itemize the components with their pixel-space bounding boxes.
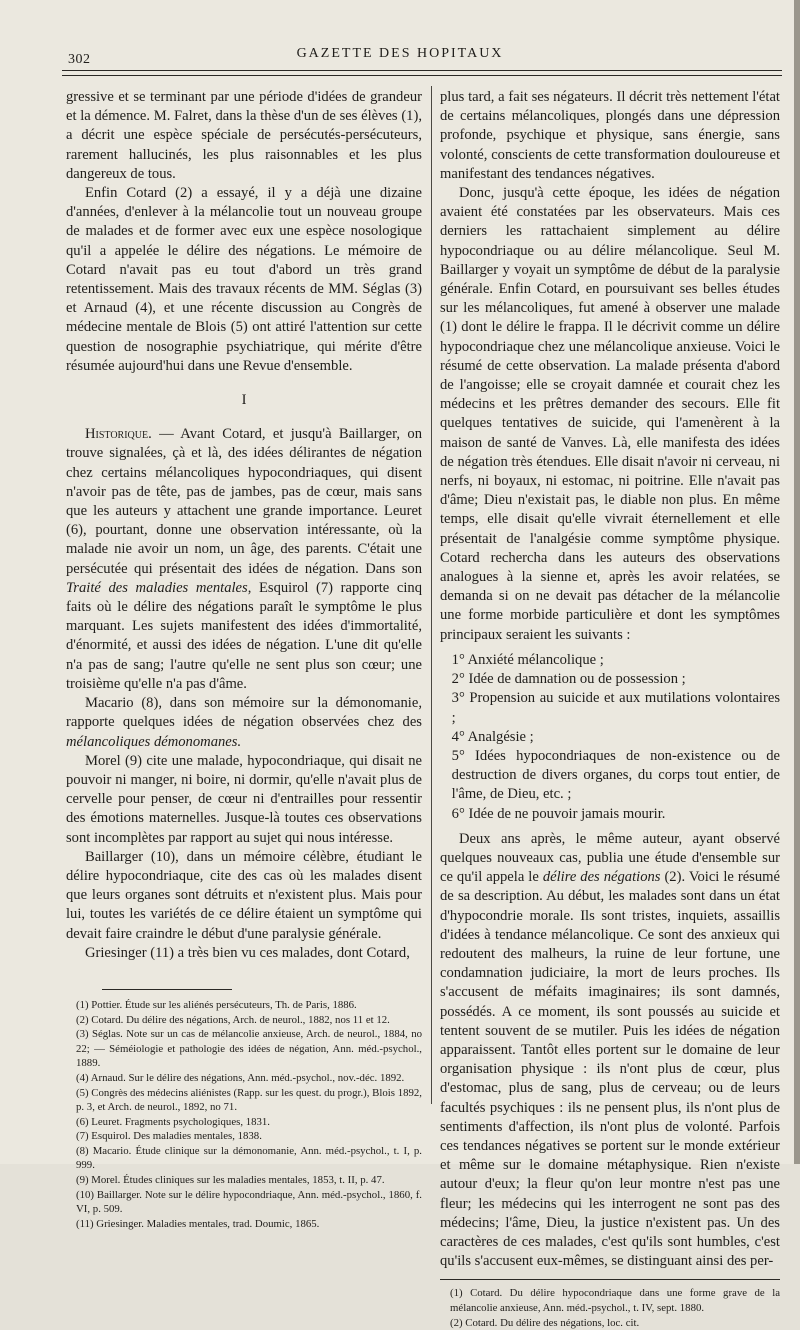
paragraph-historique	[66, 425, 422, 694]
list-item: 6° Idée de ne pouvoir jamais mourir.	[451, 805, 666, 822]
footnote-separator	[102, 989, 232, 990]
running-title: GAZETTE DES HOPITAUX	[296, 46, 504, 61]
footnote: (2) Cotard. Du délire des négations, loc. cit.	[450, 1316, 640, 1329]
page-number: 302	[68, 52, 91, 67]
footnote: (1) Cotard. Du délire hypocondriaque dans une forme grave de la mélancolie anxieuse, Ann. méd.-psychol., t. IV, sept. 1880.	[450, 1287, 780, 1314]
para3-italic: délire des négations	[542, 869, 661, 886]
footnote-separator-right	[440, 1279, 780, 1280]
paragraph-deux-ans	[440, 830, 780, 1272]
historique-text: — Avant Cotard, et jusqu'à Baillarger, on trouve signalées, çà et là, des idées délirantes de négation chez certains mélancoliques hypocondriaques, qui disent n'avoir pas de tête, pas de jambes, pas de cœur, mais sans que les auteurs y attachent une grande importance. Leuret (6), pourtant, donne une observation intéressante, où la malade nie avoir un nom, un âge, des parents. C'était une persécutée qui présentait des idées de négation. Dans son	[66, 426, 422, 577]
list-item: 3° Propension au suicide et aux mutilations volontaires ;	[451, 690, 780, 726]
footnote: (1) Pottier. Étude sur les aliénés persécuteurs, Th. de Paris, 1886.	[76, 998, 357, 1011]
para3-text: Deux ans après, le même auteur, ayant observé quelques nouveaux cas, publia une étude d'ensemble sur ce qu'il appela le	[440, 830, 780, 886]
header-rule-thin	[62, 75, 782, 76]
page-edge	[794, 0, 800, 1164]
footnote: (11) Griesinger. Maladies mentales, trad. Doumic, 1865.	[76, 1217, 320, 1230]
right-column	[440, 88, 780, 1330]
footnotes-right	[440, 1286, 780, 1330]
macario-italic: mélancoliques démonomanes.	[66, 733, 242, 750]
footnote: (2) Cotard. Du délire des négations, Arch. de neurol., 1882, nos 11 et 12.	[76, 1013, 390, 1026]
list-item: 5° Idées hypocondriaques de non-existence ou de destruction de divers organes, du corps tout entier, de l'âme, de Dieu, etc. ;	[451, 747, 780, 803]
footnote: (5) Congrès des médecins aliénistes (Rapp. sur les quest. du progr.), Blois 1892, p. 3, et Arch. de neurol., 1892, no 71.	[76, 1086, 422, 1114]
list-item: 2° Idée de damnation ou de possession ;	[451, 671, 686, 688]
list-item: 1° Anxiété mélancolique ;	[451, 651, 604, 668]
footnote: (3) Séglas. Note sur un cas de mélancolie anxieuse, Arch. de neurol., 1884, no 22; — Séméiologie et pathologie des idées de négation, Ann. méd.-psychol., 1889.	[76, 1028, 422, 1070]
paragraph-griesinger: Griesinger (11) a très bien vu ces malades, dont Cotard,	[84, 944, 410, 961]
paragraph-baillarger: Baillarger (10), dans un mémoire célèbre, étudiant le délire hypocondriaque, cite des cas où les malades disent que leurs organes sont détruits et n'existent plus. Mais pour lui, toutes les variétés de ce délire étaient un symptôme qui devait faire craindre le début d'une paralysie générale.	[66, 848, 422, 942]
footnotes-left	[66, 998, 422, 1232]
paragraph-morel: Morel (9) cite une malade, hypocondriaque, qui disait ne pouvoir ni manger, ni boire, ni dormir, qu'elle n'avait plus de cervelle pour penser, de cœur ni d'entrailles pour ressentir des émotions maternelles. Jusque-là toutes ces observations sont incomplètes par rapport au sujet qui nous intéresse.	[66, 752, 422, 846]
paragraph-continued-right: plus tard, a fait ses négateurs. Il décrit très nettement l'état de certains mélancoliques, plongés dans une dépression profonde, psychique et physique, sans énergie, sans volonté, conscients de cette transformation douloureuse et manifestant des tendances négatives.	[440, 89, 780, 182]
para3-tail: (2). Voici le résumé de sa description. Au début, les malades sont dans un état d'hypocondrie morale. Ils sont tristes, inquiets, assaillis d'idées à tendance mélancolique. Ce sont des anxieux qui redoutent des malheurs, la ruine de leur fortune, une condamnation judiciaire, la mort de leurs proches. Ils s'accusent de méfaits imaginaires; ils sont damnés, possédés. A ce moment, ils sont poussés au suicide et tentent souvent de se mutiler. Puis les idées de négation apparaissent. Tantôt elles portent sur le domaine de leur organisation physique : ils n'ont plus de cœur, plus d'estomac, plus de sang, plus de cerveau; ou de leurs facultés psychiques : ils ne pensent plus, ils n'ont plus de sentiments d'affection, ils n'ont plus de volonté. Parfois ces tendances négatives se portent sur le monde extérieur et même sur le domaine métaphysique. Rien n'existe autour d'eux; la fleur qu'on leur montre n'est pas une fleur; les médecins qui les interrogent ne sont pas des médecins; l'âme, Dieu, la justice n'existent pas. Un des caractères de ces malades, c'est qu'ils sont humbles, c'est qu'ils s'accusent eux-mêmes, se distinguant ainsi des per-	[440, 869, 780, 1270]
footnote: (7) Esquirol. Des maladies mentales, 1838.	[76, 1130, 262, 1143]
footnote: (9) Morel. Études cliniques sur les maladies mentales, 1853, t. II, p. 47.	[76, 1174, 385, 1187]
footnote: (8) Macario. Étude clinique sur la démonomanie, Ann. méd.-psychol., t. I, p. 999.	[76, 1144, 422, 1172]
paragraph-continued: gressive et se terminant par une période d'idées de grandeur et la démence. M. Falret, dans la thèse d'un de ses élèves (1), a décrit une espèce spéciale de persécutés-persécuteurs, rarement hallucinés, les plus raisonnables et les plus dangereux de tous.	[66, 89, 422, 182]
list-item: 4° Analgésie ;	[451, 728, 534, 745]
footnote: (10) Baillarger. Note sur le délire hypocondriaque, Ann. méd.-psychol., 1860, f. VI, p. 509.	[76, 1188, 422, 1216]
paragraph-macario	[66, 694, 422, 752]
footnote: (6) Leuret. Fragments psychologiques, 1831.	[76, 1115, 271, 1128]
paragraph-donc: Donc, jusqu'à cette époque, les idées de négation avaient été constatées par les observateurs. Mais ces derniers les rattachaient simplement au délire hypocondriaque ou au délire mélancolique. Seul M. Baillarger y voyait un symptôme de début de la paralysie générale. Enfin Cotard, en poursuivant ses belles études sur les mélancoliques, fut amené à observer une malade (1) dont le délire le frappa. Il le décrivit comme un délire hypocondriaque chez une mélancolique anxieuse. Voici le résumé de cette observation. La malade présenta d'abord de l'angoisse; elle se croyait damnée et courait chez les médecins et les prêtres demander des secours. Elle fit quelques tentatives de suicide, qui l'amenèrent à la maison de santé de Vanves. Là, elle manifesta des idées de négation très étendues. Elle disait n'avoir ni cerveau, ni nerfs, ni boyaux, ni estomac, ni poitrine. Elle n'avait pas d'âme; Dieu n'existait pas, le diable non plus. En même temps, elle disait qu'elle vivrait éternellement et elle présentait de l'analgésie comme symptôme physique. Cotard rechercha dans les auteurs des observations analogues à la sienne et, après les avoir relatées, se demanda si on ne devait pas détacher de la mélancolie une forme morbide particulière et dont les symptômes principaux seraient les suivants :	[440, 185, 780, 643]
paragraph-cotard: Enfin Cotard (2) a essayé, il y a déjà une dizaine d'années, d'enlever à la mélancolie tout un nouveau groupe de malades et de former avec eux une espèce nosologique qu'il a appelée le délire des négations. Le mémoire de Cotard n'avait pas eu tout d'abord un très grand retentissement. Mais des travaux récents de MM. Séglas (3) et Arnaud (4), et une récente discussion au Congrès de médecine mentale de Blois (5) ont attiré l'attention sur cette question de nosographie psychiatrique, qui mérite d'être résumée aujourd'hui dans une Revue d'ensemble.	[66, 185, 422, 374]
symptom-list	[440, 651, 780, 824]
left-column	[66, 88, 422, 1231]
footnote: (4) Arnaud. Sur le délire des négations, Ann. méd.-psychol., nov.-déc. 1892.	[76, 1071, 405, 1084]
historique-tail: , Esquirol (7) rapporte cinq faits où le délire des négations paraît le symptôme le plus marquant. Les sujets manifestent des idées d'immortalité, d'énormité, et aussi des idées de négation. L'une dit qu'elle n'a pas de sang; l'autre qu'elle ne sent plus son cœur; une troisième qu'elle n'a pas d'âme.	[66, 579, 422, 692]
historique-label: Historique.	[84, 426, 152, 443]
historique-book-title: Traité des maladies mentales	[66, 579, 248, 596]
header-rule	[62, 70, 782, 71]
macario-text: Macario (8), dans son mémoire sur la démonomanie, rapporte quelques idées de négation observées chez des	[66, 695, 422, 731]
column-divider	[431, 86, 432, 1104]
section-number: I	[241, 392, 247, 409]
